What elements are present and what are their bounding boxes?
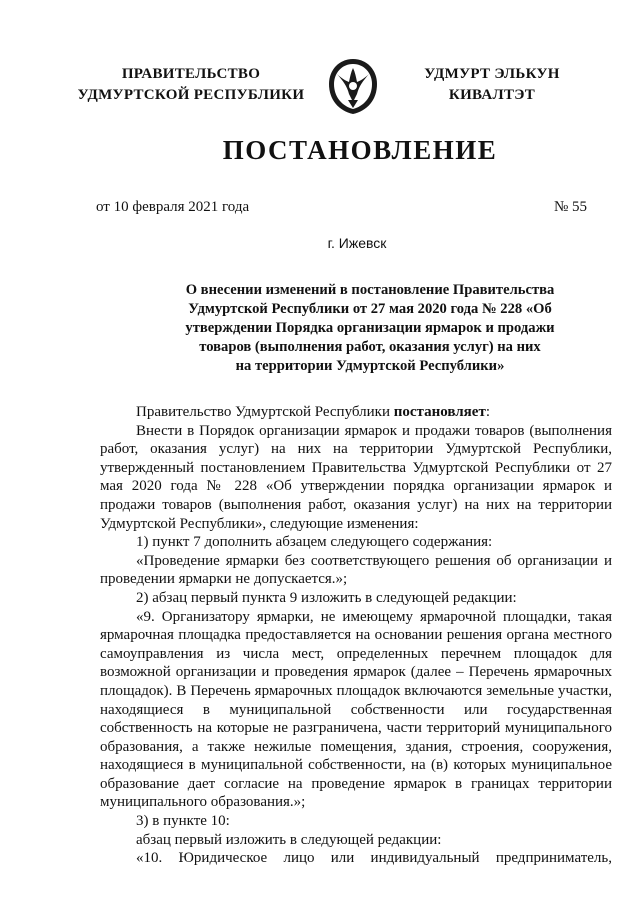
body-paragraph: 1) пункт 7 дополнить абзацем следующего содержания: xyxy=(136,534,493,551)
document-city: г. Ижевск xyxy=(327,235,387,251)
header-right xyxy=(402,64,582,106)
document-number: № 55 xyxy=(554,199,588,215)
header-left-line1: ПРАВИТЕЛЬСТВО xyxy=(121,66,261,82)
body-intro xyxy=(100,403,612,422)
body-paragraph: 2) абзац первый пункта 9 изложить в следующей редакции: xyxy=(136,589,517,606)
body-paragraph: «10. Юридическое лицо или индивидуальный предприниматель, xyxy=(136,850,612,867)
intro-end: : xyxy=(485,404,490,420)
body-paragraph: абзац первый изложить в следующей редакции: xyxy=(136,831,442,848)
document-body xyxy=(100,403,612,868)
header-left xyxy=(76,64,306,106)
subject-line: О внесении изменений в постановление Правительства xyxy=(185,282,555,298)
header-left-line2: УДМУРТСКОЙ РЕСПУБЛИКИ xyxy=(77,87,305,103)
body-paragraph: «9. Организатору ярмарки, не имеющему ярмарочной площадки, такая ярмарочная площадка предоставляется на основании решения органа местного самоуправления из числа мест, определенных перечнем площадок для возможной организации и проведения ярмарок (далее – Перечень ярмарочных площадок). В Перечень ярмарочных площадок включаются земельные участки, находящиеся в муниципальной собственности или государственная собственность на которые не разграничена, части территорий муниципального образования, а также нежилые помещения, здания, строения, сооружения, находящиеся в муниципальной собственности, на (в) которых муниципальное образование дает согласие на проведение ярмарок в границах территории муниципального образования.»; xyxy=(100,608,612,811)
body-paragraph: 3) в пункте 10: xyxy=(136,813,230,830)
document-date: от 10 февраля 2021 года xyxy=(96,199,250,215)
intro-text: Правительство Удмуртской Республики xyxy=(136,404,394,420)
body-paragraph: Внести в Порядок организации ярмарок и продажи товаров (выполнения работ, оказания услуг) на них на территории Удмуртской Республики, утвержденный постановлением Правительства Удмуртской Республики от 27 мая 2020 года № 228 «Об утверждении порядка организации ярмарок и продажи товаров (выполнения работ, оказания услуг) на них на территории Удмуртской Республики», следующие изменения: xyxy=(100,422,612,532)
subject-line: Удмуртской Республики от 27 мая 2020 года № 228 «Об xyxy=(188,301,552,317)
header-right-line2: КИВАЛТЭТ xyxy=(448,87,536,103)
subject-line: утверждении Порядка организации ярмарок и продажи xyxy=(185,320,555,336)
subject-line: на территории Удмуртской Республики» xyxy=(235,358,505,374)
intro-bold-text: постановляет xyxy=(393,404,486,420)
subject-line: товаров (выполнения работ, оказания услуг) на них xyxy=(199,339,541,355)
header-right-line1: УДМУРТ ЭЛЬКУН xyxy=(424,66,560,82)
coat-of-arms-icon xyxy=(325,56,381,116)
document-subject xyxy=(140,281,600,376)
document-title: ПОСТАНОВЛЕНИЕ xyxy=(222,135,498,165)
body-paragraph: «Проведение ярмарки без соответствующего решения об организации и проведении ярмарки не допускается.»; xyxy=(100,552,612,588)
